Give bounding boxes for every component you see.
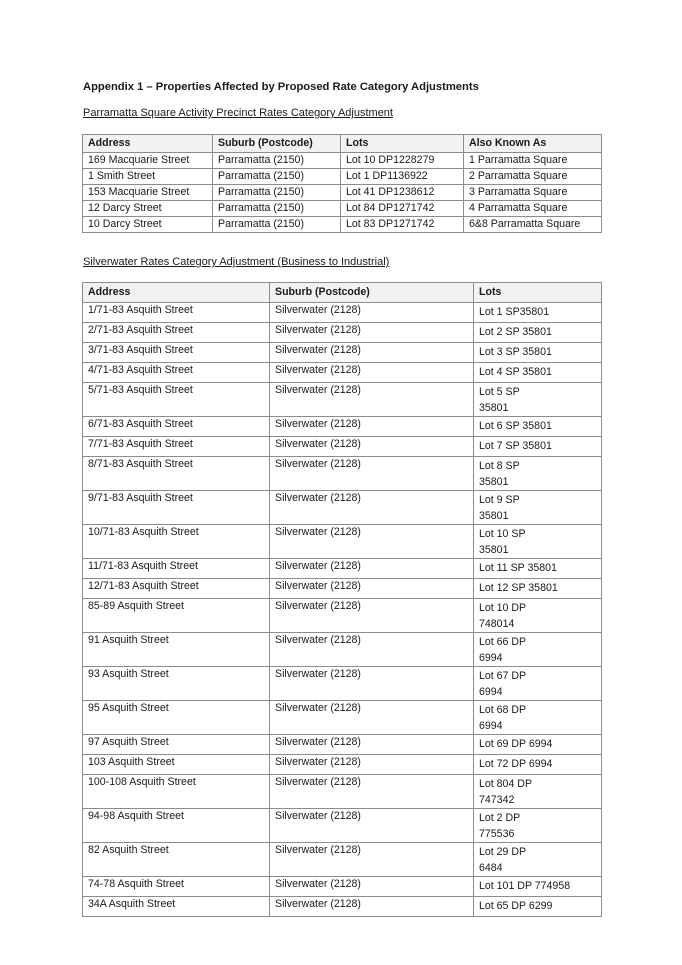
- cell-lots: [474, 633, 602, 667]
- cell-suburb: Silverwater (2128): [270, 579, 474, 599]
- cell-aka: 2 Parramatta Square: [464, 169, 602, 185]
- cell-address: 8/71-83 Asquith Street: [83, 457, 270, 491]
- cell-suburb: Parramatta (2150): [213, 201, 341, 217]
- lot-line: 775536: [479, 827, 515, 840]
- cell-lots: [474, 897, 602, 917]
- lot-line: 6994: [479, 651, 503, 664]
- cell-address: 1 Smith Street: [83, 169, 213, 185]
- cell-suburb: Silverwater (2128): [270, 383, 474, 417]
- cell-address: 103 Asquith Street: [83, 755, 270, 775]
- cell-address: 91 Asquith Street: [83, 633, 270, 667]
- table-row: [83, 437, 602, 457]
- lot-line: Lot 5 SP: [479, 386, 520, 398]
- table-row: [83, 599, 602, 633]
- cell-lots: [474, 877, 602, 897]
- cell-address: 34A Asquith Street: [83, 897, 270, 917]
- cell-lots: Lot 41 DP1238612: [341, 185, 464, 201]
- page-title: Appendix 1 – Properties Affected by Proposed Rate Category Adjustments: [83, 81, 479, 93]
- cell-lots: [474, 383, 602, 417]
- table-row: [83, 491, 602, 525]
- cell-lots: [474, 437, 602, 457]
- cell-aka: 6&8 Parramatta Square: [464, 217, 602, 233]
- cell-address: 3/71-83 Asquith Street: [83, 343, 270, 363]
- table-row: [83, 217, 602, 233]
- cell-suburb: Silverwater (2128): [270, 343, 474, 363]
- cell-suburb: Silverwater (2128): [270, 877, 474, 897]
- cell-suburb: Silverwater (2128): [270, 559, 474, 579]
- cell-lots: [474, 457, 602, 491]
- cell-address: 6/71-83 Asquith Street: [83, 417, 270, 437]
- cell-lots: Lot 83 DP1271742: [341, 217, 464, 233]
- cell-lots: [474, 599, 602, 633]
- cell-suburb: Parramatta (2150): [213, 185, 341, 201]
- cell-lots: [474, 809, 602, 843]
- parramatta-table-body: [83, 153, 602, 233]
- column-header-suburb: Suburb (Postcode): [213, 135, 341, 153]
- table-row: [83, 579, 602, 599]
- lot-line: Lot 66 DP: [479, 636, 527, 648]
- table-row: [83, 303, 602, 323]
- lot-line: Lot 11 SP 35801: [479, 562, 557, 574]
- cell-address: 7/71-83 Asquith Street: [83, 437, 270, 457]
- lot-line: 748014: [479, 617, 515, 630]
- table-row: [83, 633, 602, 667]
- cell-address: 85-89 Asquith Street: [83, 599, 270, 633]
- cell-lots: Lot 84 DP1271742: [341, 201, 464, 217]
- lot-line: Lot 10 DP: [479, 602, 527, 614]
- cell-suburb: Silverwater (2128): [270, 633, 474, 667]
- cell-suburb: Silverwater (2128): [270, 417, 474, 437]
- cell-suburb: Silverwater (2128): [270, 323, 474, 343]
- lot-line: Lot 4 SP 35801: [479, 366, 552, 378]
- cell-suburb: Silverwater (2128): [270, 843, 474, 877]
- table-row: [83, 185, 602, 201]
- table-row: [83, 877, 602, 897]
- cell-suburb: Silverwater (2128): [270, 701, 474, 735]
- cell-suburb: Silverwater (2128): [270, 303, 474, 323]
- cell-address: 4/71-83 Asquith Street: [83, 363, 270, 383]
- cell-address: 153 Macquarie Street: [83, 185, 213, 201]
- table-row: [83, 201, 602, 217]
- lot-line: 6994: [479, 685, 503, 698]
- cell-address: 94-98 Asquith Street: [83, 809, 270, 843]
- table-header-row: [83, 135, 602, 153]
- cell-lots: [474, 559, 602, 579]
- cell-suburb: Silverwater (2128): [270, 525, 474, 559]
- lot-line: Lot 2 SP 35801: [479, 326, 552, 338]
- cell-suburb: Parramatta (2150): [213, 217, 341, 233]
- table-row: [83, 701, 602, 735]
- cell-address: 9/71-83 Asquith Street: [83, 491, 270, 525]
- table-row: [83, 525, 602, 559]
- table-row: [83, 169, 602, 185]
- cell-suburb: Silverwater (2128): [270, 809, 474, 843]
- table-row: [83, 755, 602, 775]
- cell-lots: [474, 735, 602, 755]
- cell-address: 12/71-83 Asquith Street: [83, 579, 270, 599]
- table-row: [83, 323, 602, 343]
- table-row: [83, 559, 602, 579]
- cell-suburb: Silverwater (2128): [270, 775, 474, 809]
- silverwater-table-body: [83, 303, 602, 917]
- cell-lots: [474, 417, 602, 437]
- cell-suburb: Silverwater (2128): [270, 491, 474, 525]
- table-row: [83, 809, 602, 843]
- lot-line: Lot 29 DP: [479, 846, 527, 858]
- cell-suburb: Silverwater (2128): [270, 897, 474, 917]
- cell-address: 10/71-83 Asquith Street: [83, 525, 270, 559]
- lot-line: Lot 72 DP 6994: [479, 758, 553, 770]
- cell-suburb: Parramatta (2150): [213, 169, 341, 185]
- cell-lots: [474, 525, 602, 559]
- table-row: [83, 417, 602, 437]
- cell-lots: [474, 701, 602, 735]
- lot-line: Lot 804 DP: [479, 778, 533, 790]
- table-header-row: [83, 283, 602, 303]
- cell-address: 74-78 Asquith Street: [83, 877, 270, 897]
- cell-suburb: Parramatta (2150): [213, 153, 341, 169]
- cell-lots: [474, 667, 602, 701]
- lot-line: 6484: [479, 861, 503, 874]
- lot-line: Lot 2 DP: [479, 812, 521, 824]
- table-row: [83, 383, 602, 417]
- lot-line: Lot 8 SP: [479, 460, 520, 472]
- lot-line: Lot 1 SP35801: [479, 306, 550, 318]
- cell-address: 93 Asquith Street: [83, 667, 270, 701]
- cell-suburb: Silverwater (2128): [270, 667, 474, 701]
- cell-address: 5/71-83 Asquith Street: [83, 383, 270, 417]
- cell-suburb: Silverwater (2128): [270, 437, 474, 457]
- lot-line: Lot 101 DP 774958: [479, 880, 571, 892]
- cell-lots: [474, 323, 602, 343]
- table-row: [83, 457, 602, 491]
- cell-suburb: Silverwater (2128): [270, 363, 474, 383]
- cell-suburb: Silverwater (2128): [270, 457, 474, 491]
- parramatta-section-heading: Parramatta Square Activity Precinct Rates Category Adjustment: [83, 107, 393, 119]
- column-header-address: Address: [83, 283, 270, 303]
- cell-lots: [474, 343, 602, 363]
- cell-aka: 3 Parramatta Square: [464, 185, 602, 201]
- cell-lots: [474, 775, 602, 809]
- lot-line: Lot 9 SP: [479, 494, 520, 506]
- lot-line: Lot 65 DP 6299: [479, 900, 553, 912]
- cell-address: 169 Macquarie Street: [83, 153, 213, 169]
- cell-lots: Lot 10 DP1228279: [341, 153, 464, 169]
- cell-suburb: Silverwater (2128): [270, 735, 474, 755]
- table-row: [83, 667, 602, 701]
- cell-suburb: Silverwater (2128): [270, 599, 474, 633]
- lot-line: Lot 7 SP 35801: [479, 440, 552, 452]
- column-header-also-known-as: Also Known As: [464, 135, 602, 153]
- lot-line: 35801: [479, 401, 509, 414]
- lot-line: Lot 69 DP 6994: [479, 738, 553, 750]
- lot-line: Lot 3 SP 35801: [479, 346, 552, 358]
- cell-lots: [474, 303, 602, 323]
- cell-lots: [474, 843, 602, 877]
- table-row: [83, 363, 602, 383]
- column-header-lots: Lots: [474, 283, 602, 303]
- column-header-address: Address: [83, 135, 213, 153]
- silverwater-table: [82, 282, 602, 917]
- lot-line: Lot 10 SP: [479, 528, 526, 540]
- table-row: [83, 775, 602, 809]
- cell-lots: Lot 1 DP1136922: [341, 169, 464, 185]
- cell-address: 82 Asquith Street: [83, 843, 270, 877]
- table-row: [83, 343, 602, 363]
- cell-lots: [474, 363, 602, 383]
- cell-suburb: Silverwater (2128): [270, 755, 474, 775]
- cell-address: 95 Asquith Street: [83, 701, 270, 735]
- lot-line: 35801: [479, 509, 509, 522]
- cell-aka: 1 Parramatta Square: [464, 153, 602, 169]
- lot-line: 35801: [479, 543, 509, 556]
- cell-lots: [474, 579, 602, 599]
- lot-line: Lot 67 DP: [479, 670, 527, 682]
- cell-address: 2/71-83 Asquith Street: [83, 323, 270, 343]
- cell-aka: 4 Parramatta Square: [464, 201, 602, 217]
- cell-address: 12 Darcy Street: [83, 201, 213, 217]
- parramatta-table: [82, 134, 602, 233]
- cell-address: 10 Darcy Street: [83, 217, 213, 233]
- cell-lots: [474, 491, 602, 525]
- cell-address: 11/71-83 Asquith Street: [83, 559, 270, 579]
- column-header-suburb: Suburb (Postcode): [270, 283, 474, 303]
- lot-line: Lot 12 SP 35801: [479, 582, 558, 594]
- table-row: [83, 153, 602, 169]
- silverwater-section-heading: Silverwater Rates Category Adjustment (Business to Industrial): [83, 256, 390, 268]
- table-row: [83, 735, 602, 755]
- lot-line: 35801: [479, 475, 509, 488]
- cell-address: 100-108 Asquith Street: [83, 775, 270, 809]
- lot-line: Lot 6 SP 35801: [479, 420, 552, 432]
- cell-address: 97 Asquith Street: [83, 735, 270, 755]
- table-row: [83, 843, 602, 877]
- lot-line: 6994: [479, 719, 503, 732]
- table-row: [83, 897, 602, 917]
- lot-line: 747342: [479, 793, 515, 806]
- lot-line: Lot 68 DP: [479, 704, 527, 716]
- cell-address: 1/71-83 Asquith Street: [83, 303, 270, 323]
- column-header-lots: Lots: [341, 135, 464, 153]
- cell-lots: [474, 755, 602, 775]
